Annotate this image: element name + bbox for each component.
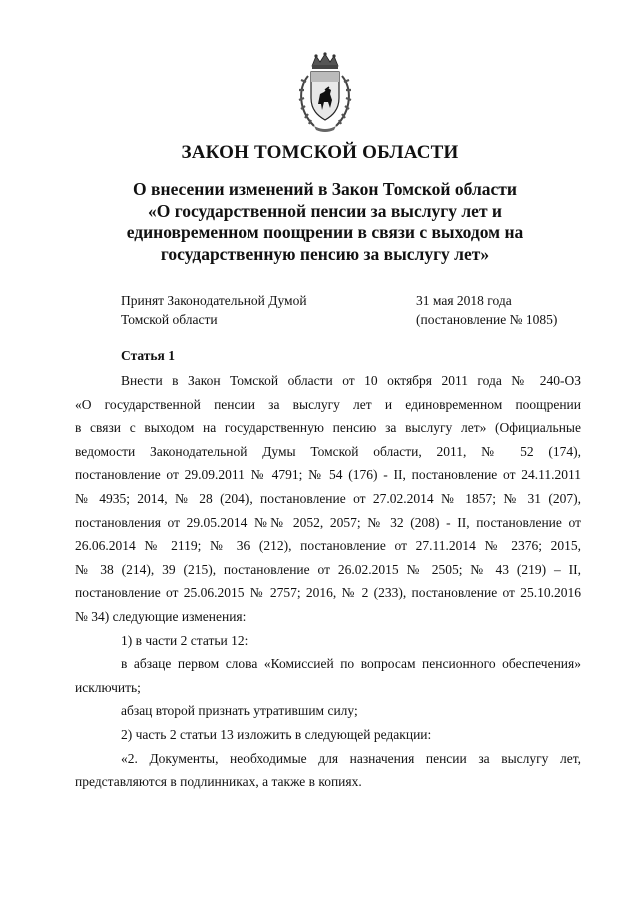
body-line: «О государственной пенсии за выслугу лет и единовременном поощрении xyxy=(75,396,581,412)
body-line: абзац второй признать утратившим силу; xyxy=(121,703,358,719)
body-line: № 38 (214), 39 (215), постановление от 26.02.2015 № 2505; № 43 (219) – II, xyxy=(75,561,581,577)
body-line: постановление от 25.06.2015 № 2757; 2016, № 2 (233), постановление от 25.10.2016 xyxy=(75,585,581,601)
body-line: 2) часть 2 статьи 13 изложить в следующей редакции: xyxy=(121,726,432,742)
resolution-number: (постановление № 1085) xyxy=(416,312,558,327)
body-line: Внести в Закон Томской области от 10 октября 2011 года № 240-ОЗ xyxy=(121,373,581,388)
body-line: постановление от 29.09.2011 № 4791; № 54 (176) - II, постановление от 24.11.2011 xyxy=(75,467,581,483)
body-line: № 4935; 2014, № 28 (204), постановление от 27.02.2014 № 1857; № 31 (207), xyxy=(75,490,581,506)
adopted-by-line: Принят Законодательной Думой xyxy=(121,293,307,308)
body-line: 26.06.2014 № 2119; № 36 (212), постановление от 27.11.2014 № 2376; 2015, xyxy=(75,538,581,554)
body-line: ведомости Законодательной Думы Томской области, 2011, № 52 (174), xyxy=(75,443,581,459)
law-subtitle xyxy=(60,179,590,265)
subtitle-line: «О государственной пенсии за выслугу лет и xyxy=(147,200,503,221)
body-line: «2. Документы, необходимые для назначения пенсии за выслугу лет, xyxy=(121,750,581,766)
adopted-by xyxy=(121,291,307,329)
body-line: постановления от 29.05.2014 №№ 2052, 2057; № 32 (208) - II, постановление от xyxy=(75,514,581,530)
article-body xyxy=(75,369,581,794)
body-line: в абзаце первом слова «Комиссией по вопросам пенсионного обеспечения» xyxy=(121,656,581,672)
adoption-date xyxy=(416,291,557,329)
subtitle-line: единовременном поощрении в связи с выходом на xyxy=(126,222,524,242)
subtitle-line: государственную пенсию за выслугу лет» xyxy=(160,243,490,264)
article-heading: Статья 1 xyxy=(121,348,175,363)
body-line: 1) в части 2 статьи 12: xyxy=(121,632,249,648)
body-line: № 34) следующие изменения: xyxy=(75,608,247,624)
body-line: представляются в подлинниках, а также в копиях. xyxy=(75,774,362,790)
body-line: в связи с выходом на государственную пенсию за выслугу лет» (Официальные xyxy=(75,420,581,436)
body-line: исключить; xyxy=(75,679,141,695)
adopted-by-line: Томской области xyxy=(121,312,218,327)
adoption-date-line: 31 мая 2018 года xyxy=(416,293,512,308)
law-title: ЗАКОН ТОМСКОЙ ОБЛАСТИ xyxy=(181,142,459,163)
subtitle-line: О внесении изменений в Закон Томской области xyxy=(133,179,517,199)
coat-of-arms-icon xyxy=(294,52,356,134)
